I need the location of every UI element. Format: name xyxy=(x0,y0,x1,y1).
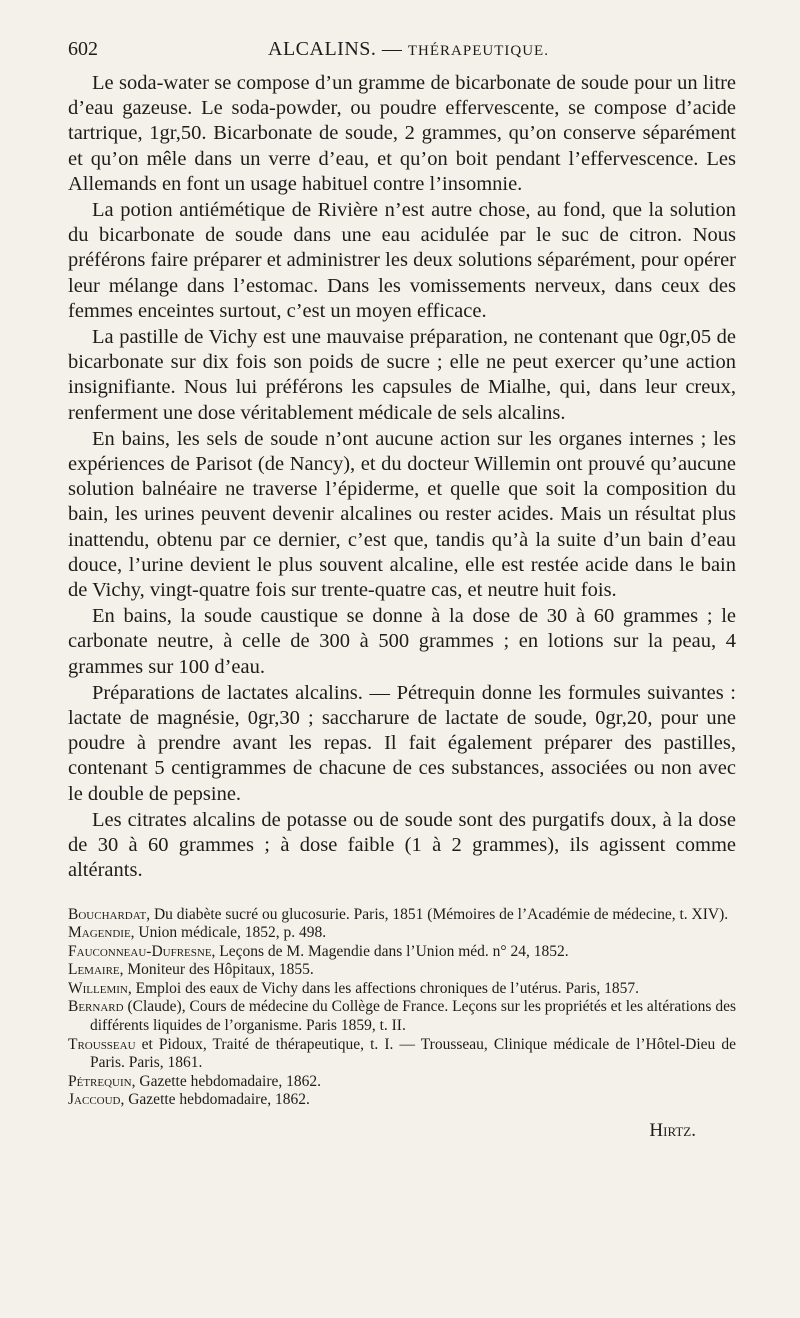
reference-item xyxy=(68,1073,736,1092)
paragraph-lactates: Préparations de lactates alcalins. — Pétrequin donne les formules suivantes : lactate de magnésie, 0gr,30 ; saccharure de lactate de soude, 0gr,20, pour une poudre à prendre avant les repas. Il fait également préparer des pastilles, contenant 5 centigrammes de chacune de ces substances, associées ou non avec le double de pepsine. xyxy=(68,681,736,805)
reference-item xyxy=(68,943,736,962)
reference-author: Fauconneau-Dufresne xyxy=(68,942,212,960)
running-header xyxy=(68,38,736,61)
reference-item xyxy=(68,906,736,925)
paragraph-bains-sels: En bains, les sels de soude n’ont aucune action sur les organes internes ; les expériences de Parisot (de Nancy), et du docteur Willemin ont prouvé qu’aucune solution balnéaire ne traverse l’épiderme, et quelle que soit la composition du bain, les urines peuvent devenir alcalines ou rester acides. Mais un résultat plus inattendu, obtenu par ce dernier, c’est que, tandis qu’à la suite d’un bain d’eau douce, l’urine devient le plus souvent alcaline, elle est restée acide dans le bain de Vichy, vingt-quatre fois sur trente-quatre cas, et neutre huit fois. xyxy=(68,427,736,602)
running-title-sub: THÉRAPEUTIQUE. xyxy=(407,43,549,59)
paragraph-pastille-vichy: La pastille de Vichy est une mauvaise préparation, ne contenant que 0gr,05 de bicarbonate sur dix fois son poids de sucre ; elle ne peut exercer qu’une action insignifiante. Nous lui préférons les capsules de Mialhe, qui, dans leur creux, renferment une dose véritablement médicale de sels alcalins. xyxy=(68,326,736,424)
paragraph-soda-water: Le soda-water se compose d’un gramme de bicarbonate de soude pour un litre d’eau gazeuse. Le soda-powder, ou poudre effervescente, se compose d’acide tartrique, 1gr,50. Bicarbonate de soude, 2 grammes, qu’on conserve séparément et qu’on mêle dans un verre d’eau, et qu’on boit pendant l’effervescence. Les Allemands en font un usage habituel contre l’insomnie. xyxy=(68,72,736,195)
running-title-main: ALCALINS. xyxy=(268,38,377,60)
reference-author: Trousseau xyxy=(68,1035,136,1053)
reference-text: , Union médicale, 1852, p. 498. xyxy=(130,924,327,942)
reference-item xyxy=(68,998,736,1035)
reference-author: Magendie xyxy=(68,924,131,942)
reference-author: Jaccoud xyxy=(68,1091,121,1109)
reference-item xyxy=(68,1036,736,1073)
reference-author: Bernard xyxy=(68,998,124,1016)
reference-text: et Pidoux, Traité de thérapeutique, t. I. — Trousseau, Clinique médicale de l’Hôtel-Dieu de Paris. Paris, 1861. xyxy=(90,1035,736,1072)
reference-text: , Du diabète sucré ou glucosurie. Paris, 1851 (Mémoires de l’Académie de médecine, t. XIV). xyxy=(146,905,729,923)
reference-text: (Claude), Cours de médecine du Collège de France. Leçons sur les propriétés et les altérations des différents liquides de l’organisme. Paris 1859, t. II. xyxy=(90,998,736,1035)
body-text xyxy=(68,71,736,884)
reference-author: Willemin xyxy=(68,979,128,997)
paragraph-potion-riviere: La potion antiémétique de Rivière n’est autre chose, au fond, que la solution du bicarbonate de soude dans une eau acidulée par le suc de citron. Nous préférons faire préparer et administrer les deux solutions séparément, pour opérer leur mélange dans l’estomac. Dans les vomissements nerveux, dans ceux des femmes enceintes surtout, c’est un moyen efficace. xyxy=(68,199,736,322)
bibliography xyxy=(68,906,736,1111)
page-number: 602 xyxy=(68,38,98,60)
running-title xyxy=(268,38,549,61)
reference-author: Pétrequin xyxy=(68,1072,132,1090)
reference-item xyxy=(68,924,736,943)
reference-text: , Emploi des eaux de Vichy dans les affections chroniques de l’utérus. Paris, 1857. xyxy=(127,979,640,997)
reference-text: , Leçons de M. Magendie dans l’Union méd. n° 24, 1852. xyxy=(211,942,569,960)
paragraph-bains-soude: En bains, la soude caustique se donne à la dose de 30 à 60 grammes ; le carbonate neutre, à celle de 300 à 500 grammes ; en lotions sur la peau, 4 grammes sur 100 d’eau. xyxy=(68,605,736,678)
paragraph-citrates: Les citrates alcalins de potasse ou de soude sont des purgatifs doux, à la dose de 30 à 60 grammes ; à dose faible (1 à 2 grammes), ils agissent comme altérants. xyxy=(68,808,736,882)
reference-item xyxy=(68,980,736,999)
reference-text: , Moniteur des Hôpitaux, 1855. xyxy=(119,961,314,979)
reference-item xyxy=(68,1091,736,1110)
reference-text: , Gazette hebdomadaire, 1862. xyxy=(131,1072,321,1090)
reference-item xyxy=(68,961,736,980)
running-title-separator: — xyxy=(376,38,408,60)
reference-author: Lemaire xyxy=(68,961,120,979)
author-signature: Hirtz. xyxy=(649,1120,696,1142)
reference-text: , Gazette hebdomadaire, 1862. xyxy=(120,1091,310,1109)
reference-author: Bouchardat xyxy=(68,905,147,923)
